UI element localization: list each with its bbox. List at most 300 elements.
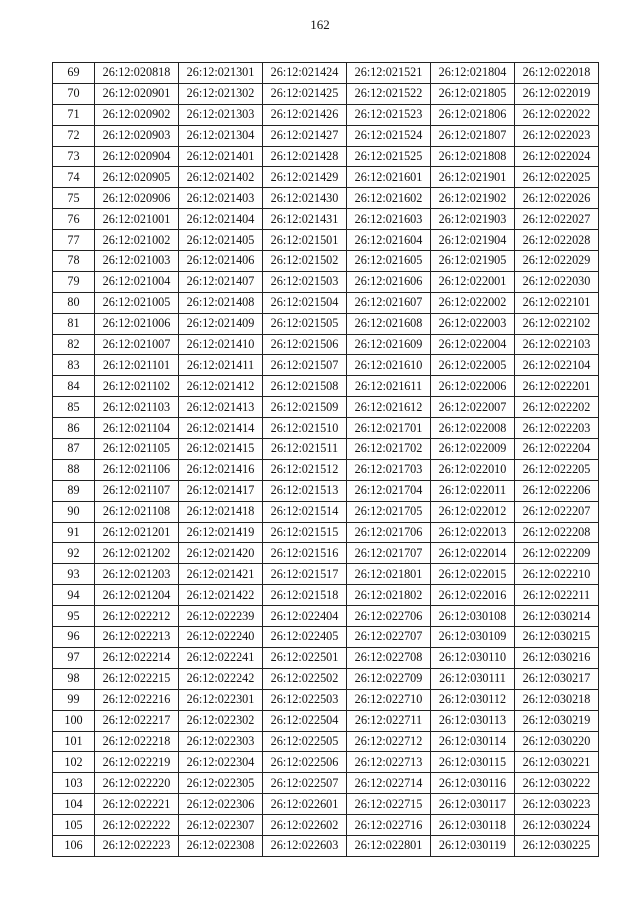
cadastral-number-cell: 26:12:021403	[179, 188, 263, 209]
cadastral-number-cell: 26:12:022603	[263, 835, 347, 856]
cadastral-number-cell: 26:12:030223	[515, 794, 599, 815]
cadastral-number-cell: 26:12:021431	[263, 209, 347, 230]
row-number-cell: 95	[53, 606, 95, 627]
cadastral-number-cell: 26:12:022710	[347, 689, 431, 710]
cadastral-number-cell: 26:12:022302	[179, 710, 263, 731]
cadastral-number-cell: 26:12:021515	[263, 522, 347, 543]
cadastral-number-cell: 26:12:021604	[347, 230, 431, 251]
cadastral-number-cell: 26:12:022212	[95, 606, 179, 627]
cadastral-number-cell: 26:12:021802	[347, 585, 431, 606]
cadastral-number-cell: 26:12:021003	[95, 251, 179, 272]
cadastral-number-cell: 26:12:022712	[347, 731, 431, 752]
row-number-cell: 94	[53, 585, 95, 606]
cadastral-number-cell: 26:12:020903	[95, 125, 179, 146]
cadastral-table	[52, 62, 599, 857]
cadastral-number-cell: 26:12:022028	[515, 230, 599, 251]
cadastral-number-cell: 26:12:022014	[431, 543, 515, 564]
cadastral-number-cell: 26:12:021602	[347, 188, 431, 209]
table-row	[53, 376, 599, 397]
cadastral-number-cell: 26:12:030219	[515, 710, 599, 731]
table-row	[53, 146, 599, 167]
cadastral-number-cell: 26:12:022216	[95, 689, 179, 710]
cadastral-number-cell: 26:12:022714	[347, 773, 431, 794]
cadastral-number-cell: 26:12:022208	[515, 522, 599, 543]
cadastral-number-cell: 26:12:030111	[431, 668, 515, 689]
table-row	[53, 397, 599, 418]
row-number-cell: 74	[53, 167, 95, 188]
cadastral-number-cell: 26:12:021102	[95, 376, 179, 397]
table-row	[53, 251, 599, 272]
row-number-cell: 96	[53, 627, 95, 648]
cadastral-number-cell: 26:12:022218	[95, 731, 179, 752]
cadastral-number-cell: 26:12:021302	[179, 83, 263, 104]
cadastral-number-cell: 26:12:021522	[347, 83, 431, 104]
cadastral-number-cell: 26:12:022029	[515, 251, 599, 272]
table-row	[53, 209, 599, 230]
row-number-cell: 86	[53, 418, 95, 439]
cadastral-number-cell: 26:12:022010	[431, 459, 515, 480]
cadastral-number-cell: 26:12:022506	[263, 752, 347, 773]
cadastral-number-cell: 26:12:030110	[431, 647, 515, 668]
cadastral-number-cell: 26:12:022015	[431, 564, 515, 585]
cadastral-number-cell: 26:12:021509	[263, 397, 347, 418]
row-number-cell: 104	[53, 794, 95, 815]
cadastral-number-cell: 26:12:030114	[431, 731, 515, 752]
row-number-cell: 99	[53, 689, 95, 710]
row-number-cell: 91	[53, 522, 95, 543]
cadastral-number-cell: 26:12:022104	[515, 355, 599, 376]
cadastral-number-cell: 26:12:030117	[431, 794, 515, 815]
cadastral-number-cell: 26:12:021108	[95, 501, 179, 522]
row-number-cell: 77	[53, 230, 95, 251]
row-number-cell: 81	[53, 313, 95, 334]
cadastral-number-cell: 26:12:021303	[179, 104, 263, 125]
cadastral-number-cell: 26:12:021004	[95, 271, 179, 292]
cadastral-number-cell: 26:12:022205	[515, 459, 599, 480]
cadastral-number-cell: 26:12:021703	[347, 459, 431, 480]
cadastral-number-cell: 26:12:021417	[179, 480, 263, 501]
cadastral-number-cell: 26:12:021606	[347, 271, 431, 292]
cadastral-number-cell: 26:12:021407	[179, 271, 263, 292]
cadastral-number-cell: 26:12:022003	[431, 313, 515, 334]
cadastral-number-cell: 26:12:022206	[515, 480, 599, 501]
row-number-cell: 106	[53, 835, 95, 856]
cadastral-number-cell: 26:12:022305	[179, 773, 263, 794]
row-number-cell: 85	[53, 397, 95, 418]
cadastral-number-cell: 26:12:022221	[95, 794, 179, 815]
table-row	[53, 230, 599, 251]
cadastral-number-cell: 26:12:022004	[431, 334, 515, 355]
cadastral-number-cell: 26:12:021104	[95, 418, 179, 439]
cadastral-number-cell: 26:12:022222	[95, 815, 179, 836]
cadastral-number-cell: 26:12:021601	[347, 167, 431, 188]
table-row	[53, 439, 599, 460]
table-row	[53, 668, 599, 689]
table-row	[53, 313, 599, 334]
table-row	[53, 627, 599, 648]
cadastral-number-cell: 26:12:020901	[95, 83, 179, 104]
cadastral-number-cell: 26:12:021706	[347, 522, 431, 543]
row-number-cell: 75	[53, 188, 95, 209]
cadastral-number-cell: 26:12:021510	[263, 418, 347, 439]
cadastral-number-cell: 26:12:030113	[431, 710, 515, 731]
table-row	[53, 104, 599, 125]
cadastral-number-cell: 26:12:022013	[431, 522, 515, 543]
row-number-cell: 89	[53, 480, 95, 501]
cadastral-number-cell: 26:12:021518	[263, 585, 347, 606]
table-row	[53, 564, 599, 585]
cadastral-number-cell: 26:12:021415	[179, 439, 263, 460]
cadastral-number-cell: 26:12:030225	[515, 835, 599, 856]
cadastral-number-cell: 26:12:021402	[179, 167, 263, 188]
table-row	[53, 773, 599, 794]
cadastral-number-cell: 26:12:022240	[179, 627, 263, 648]
cadastral-number-cell: 26:12:022203	[515, 418, 599, 439]
table-row	[53, 334, 599, 355]
row-number-cell: 101	[53, 731, 95, 752]
cadastral-number-cell: 26:12:021422	[179, 585, 263, 606]
cadastral-number-cell: 26:12:020905	[95, 167, 179, 188]
cadastral-number-cell: 26:12:022201	[515, 376, 599, 397]
cadastral-number-cell: 26:12:022308	[179, 835, 263, 856]
cadastral-number-cell: 26:12:022504	[263, 710, 347, 731]
cadastral-number-cell: 26:12:022709	[347, 668, 431, 689]
row-number-cell: 80	[53, 292, 95, 313]
cadastral-number-cell: 26:12:021523	[347, 104, 431, 125]
row-number-cell: 70	[53, 83, 95, 104]
cadastral-number-cell: 26:12:021702	[347, 439, 431, 460]
cadastral-number-cell: 26:12:021411	[179, 355, 263, 376]
cadastral-number-cell: 26:12:022211	[515, 585, 599, 606]
table-row	[53, 647, 599, 668]
row-number-cell: 78	[53, 251, 95, 272]
cadastral-number-cell: 26:12:022102	[515, 313, 599, 334]
table-row	[53, 710, 599, 731]
row-number-cell: 103	[53, 773, 95, 794]
cadastral-number-cell: 26:12:021521	[347, 63, 431, 84]
cadastral-number-cell: 26:12:030220	[515, 731, 599, 752]
cadastral-number-cell: 26:12:022242	[179, 668, 263, 689]
cadastral-number-cell: 26:12:021603	[347, 209, 431, 230]
row-number-cell: 105	[53, 815, 95, 836]
row-number-cell: 87	[53, 439, 95, 460]
cadastral-number-cell: 26:12:021807	[431, 125, 515, 146]
cadastral-number-cell: 26:12:021903	[431, 209, 515, 230]
cadastral-number-cell: 26:12:021107	[95, 480, 179, 501]
cadastral-number-cell: 26:12:022024	[515, 146, 599, 167]
cadastral-number-cell: 26:12:021301	[179, 63, 263, 84]
cadastral-number-cell: 26:12:021605	[347, 251, 431, 272]
cadastral-number-cell: 26:12:021524	[347, 125, 431, 146]
cadastral-number-cell: 26:12:030224	[515, 815, 599, 836]
cadastral-number-cell: 26:12:030119	[431, 835, 515, 856]
cadastral-number-cell: 26:12:021705	[347, 501, 431, 522]
cadastral-number-cell: 26:12:021101	[95, 355, 179, 376]
row-number-cell: 98	[53, 668, 95, 689]
cadastral-number-cell: 26:12:021512	[263, 459, 347, 480]
cadastral-number-cell: 26:12:021006	[95, 313, 179, 334]
cadastral-number-cell: 26:12:021905	[431, 251, 515, 272]
cadastral-number-cell: 26:12:021428	[263, 146, 347, 167]
cadastral-number-cell: 26:12:022503	[263, 689, 347, 710]
cadastral-number-cell: 26:12:021408	[179, 292, 263, 313]
cadastral-number-cell: 26:12:021611	[347, 376, 431, 397]
cadastral-number-cell: 26:12:021902	[431, 188, 515, 209]
cadastral-number-cell: 26:12:021007	[95, 334, 179, 355]
cadastral-number-cell: 26:12:021506	[263, 334, 347, 355]
table-row	[53, 83, 599, 104]
cadastral-number-cell: 26:12:022025	[515, 167, 599, 188]
row-number-cell: 102	[53, 752, 95, 773]
cadastral-number-cell: 26:12:022220	[95, 773, 179, 794]
cadastral-number-cell: 26:12:030222	[515, 773, 599, 794]
cadastral-number-cell: 26:12:022708	[347, 647, 431, 668]
table-row	[53, 835, 599, 856]
cadastral-number-cell: 26:12:022501	[263, 647, 347, 668]
cadastral-number-cell: 26:12:022306	[179, 794, 263, 815]
cadastral-number-cell: 26:12:021511	[263, 439, 347, 460]
cadastral-number-cell: 26:12:022239	[179, 606, 263, 627]
cadastral-number-cell: 26:12:021806	[431, 104, 515, 125]
cadastral-number-cell: 26:12:021429	[263, 167, 347, 188]
cadastral-number-cell: 26:12:022030	[515, 271, 599, 292]
cadastral-number-cell: 26:12:022001	[431, 271, 515, 292]
cadastral-number-cell: 26:12:022011	[431, 480, 515, 501]
row-number-cell: 82	[53, 334, 95, 355]
cadastral-number-cell: 26:12:021421	[179, 564, 263, 585]
cadastral-number-cell: 26:12:022505	[263, 731, 347, 752]
cadastral-number-cell: 26:12:021103	[95, 397, 179, 418]
cadastral-number-cell: 26:12:022405	[263, 627, 347, 648]
cadastral-number-cell: 26:12:030217	[515, 668, 599, 689]
cadastral-number-cell: 26:12:020906	[95, 188, 179, 209]
cadastral-number-cell: 26:12:022019	[515, 83, 599, 104]
row-number-cell: 93	[53, 564, 95, 585]
cadastral-number-cell: 26:12:021412	[179, 376, 263, 397]
cadastral-number-cell: 26:12:022027	[515, 209, 599, 230]
cadastral-number-cell: 26:12:021201	[95, 522, 179, 543]
row-number-cell: 76	[53, 209, 95, 230]
row-number-cell: 72	[53, 125, 95, 146]
cadastral-number-cell: 26:12:021410	[179, 334, 263, 355]
cadastral-number-cell: 26:12:022209	[515, 543, 599, 564]
cadastral-number-cell: 26:12:022023	[515, 125, 599, 146]
cadastral-number-cell: 26:12:021409	[179, 313, 263, 334]
table-row	[53, 167, 599, 188]
cadastral-number-cell: 26:12:021427	[263, 125, 347, 146]
cadastral-number-cell: 26:12:022601	[263, 794, 347, 815]
cadastral-number-cell: 26:12:021105	[95, 439, 179, 460]
cadastral-number-cell: 26:12:022103	[515, 334, 599, 355]
cadastral-number-cell: 26:12:021401	[179, 146, 263, 167]
cadastral-number-cell: 26:12:022204	[515, 439, 599, 460]
row-number-cell: 79	[53, 271, 95, 292]
row-number-cell: 92	[53, 543, 95, 564]
table-row	[53, 480, 599, 501]
cadastral-number-cell: 26:12:022715	[347, 794, 431, 815]
cadastral-number-cell: 26:12:021404	[179, 209, 263, 230]
row-number-cell: 71	[53, 104, 95, 125]
table-row	[53, 355, 599, 376]
cadastral-number-cell: 26:12:021414	[179, 418, 263, 439]
cadastral-number-cell: 26:12:021516	[263, 543, 347, 564]
cadastral-number-cell: 26:12:021608	[347, 313, 431, 334]
cadastral-number-cell: 26:12:022716	[347, 815, 431, 836]
cadastral-number-cell: 26:12:022007	[431, 397, 515, 418]
cadastral-number-cell: 26:12:022005	[431, 355, 515, 376]
cadastral-number-cell: 26:12:021106	[95, 459, 179, 480]
cadastral-number-cell: 26:12:030116	[431, 773, 515, 794]
table-row	[53, 501, 599, 522]
row-number-cell: 90	[53, 501, 95, 522]
cadastral-number-cell: 26:12:021504	[263, 292, 347, 313]
row-number-cell: 88	[53, 459, 95, 480]
table-row	[53, 271, 599, 292]
cadastral-number-cell: 26:12:021502	[263, 251, 347, 272]
cadastral-number-cell: 26:12:022202	[515, 397, 599, 418]
cadastral-number-cell: 26:12:030216	[515, 647, 599, 668]
cadastral-number-cell: 26:12:021612	[347, 397, 431, 418]
cadastral-number-cell: 26:12:030215	[515, 627, 599, 648]
table-row	[53, 63, 599, 84]
cadastral-number-cell: 26:12:021609	[347, 334, 431, 355]
cadastral-number-cell: 26:12:030221	[515, 752, 599, 773]
cadastral-number-cell: 26:12:022026	[515, 188, 599, 209]
cadastral-number-cell: 26:12:022602	[263, 815, 347, 836]
cadastral-number-cell: 26:12:021005	[95, 292, 179, 313]
row-number-cell: 83	[53, 355, 95, 376]
cadastral-number-cell: 26:12:021501	[263, 230, 347, 251]
cadastral-number-cell: 26:12:021513	[263, 480, 347, 501]
cadastral-number-cell: 26:12:021405	[179, 230, 263, 251]
cadastral-number-cell: 26:12:022223	[95, 835, 179, 856]
cadastral-number-cell: 26:12:022241	[179, 647, 263, 668]
cadastral-number-cell: 26:12:022713	[347, 752, 431, 773]
table-row	[53, 585, 599, 606]
cadastral-number-cell: 26:12:022502	[263, 668, 347, 689]
cadastral-number-cell: 26:12:021420	[179, 543, 263, 564]
cadastral-number-cell: 26:12:022507	[263, 773, 347, 794]
cadastral-number-cell: 26:12:021901	[431, 167, 515, 188]
row-number-cell: 97	[53, 647, 95, 668]
cadastral-number-cell: 26:12:021610	[347, 355, 431, 376]
cadastral-number-cell: 26:12:030112	[431, 689, 515, 710]
cadastral-number-cell: 26:12:022214	[95, 647, 179, 668]
cadastral-number-cell: 26:12:021514	[263, 501, 347, 522]
cadastral-table-container	[52, 62, 598, 857]
cadastral-number-cell: 26:12:030108	[431, 606, 515, 627]
table-row	[53, 188, 599, 209]
cadastral-number-cell: 26:12:022711	[347, 710, 431, 731]
cadastral-number-cell: 26:12:020904	[95, 146, 179, 167]
cadastral-number-cell: 26:12:021701	[347, 418, 431, 439]
table-row	[53, 459, 599, 480]
table-row	[53, 815, 599, 836]
cadastral-number-cell: 26:12:021413	[179, 397, 263, 418]
page-number: 162	[310, 17, 330, 32]
cadastral-number-cell: 26:12:022706	[347, 606, 431, 627]
cadastral-number-cell: 26:12:022006	[431, 376, 515, 397]
cadastral-number-cell: 26:12:021204	[95, 585, 179, 606]
table-row	[53, 543, 599, 564]
cadastral-number-cell: 26:12:021002	[95, 230, 179, 251]
cadastral-number-cell: 26:12:021001	[95, 209, 179, 230]
row-number-cell: 69	[53, 63, 95, 84]
cadastral-number-cell: 26:12:022207	[515, 501, 599, 522]
cadastral-number-cell: 26:12:020818	[95, 63, 179, 84]
cadastral-number-cell: 26:12:021416	[179, 459, 263, 480]
cadastral-number-cell: 26:12:022022	[515, 104, 599, 125]
cadastral-number-cell: 26:12:022217	[95, 710, 179, 731]
cadastral-number-cell: 26:12:022213	[95, 627, 179, 648]
cadastral-number-cell: 26:12:021904	[431, 230, 515, 251]
cadastral-number-cell: 26:12:021419	[179, 522, 263, 543]
table-row	[53, 292, 599, 313]
cadastral-number-cell: 26:12:030109	[431, 627, 515, 648]
cadastral-number-cell: 26:12:022009	[431, 439, 515, 460]
cadastral-number-cell: 26:12:022707	[347, 627, 431, 648]
cadastral-number-cell: 26:12:021804	[431, 63, 515, 84]
cadastral-number-cell: 26:12:022303	[179, 731, 263, 752]
cadastral-number-cell: 26:12:021808	[431, 146, 515, 167]
cadastral-number-cell: 26:12:022219	[95, 752, 179, 773]
cadastral-number-cell: 26:12:022008	[431, 418, 515, 439]
table-body	[53, 63, 599, 857]
cadastral-number-cell: 26:12:021503	[263, 271, 347, 292]
cadastral-number-cell: 26:12:021507	[263, 355, 347, 376]
cadastral-number-cell: 26:12:022307	[179, 815, 263, 836]
cadastral-number-cell: 26:12:021704	[347, 480, 431, 501]
cadastral-number-cell: 26:12:022301	[179, 689, 263, 710]
cadastral-number-cell: 26:12:021508	[263, 376, 347, 397]
row-number-cell: 100	[53, 710, 95, 731]
table-row	[53, 731, 599, 752]
cadastral-number-cell: 26:12:022101	[515, 292, 599, 313]
cadastral-number-cell: 26:12:021424	[263, 63, 347, 84]
cadastral-number-cell: 26:12:022018	[515, 63, 599, 84]
cadastral-number-cell: 26:12:021203	[95, 564, 179, 585]
cadastral-number-cell: 26:12:022002	[431, 292, 515, 313]
cadastral-number-cell: 26:12:021202	[95, 543, 179, 564]
table-row	[53, 606, 599, 627]
cadastral-number-cell: 26:12:021304	[179, 125, 263, 146]
cadastral-number-cell: 26:12:021517	[263, 564, 347, 585]
cadastral-number-cell: 26:12:030218	[515, 689, 599, 710]
cadastral-number-cell: 26:12:021805	[431, 83, 515, 104]
cadastral-number-cell: 26:12:022801	[347, 835, 431, 856]
table-row	[53, 125, 599, 146]
table-row	[53, 418, 599, 439]
cadastral-number-cell: 26:12:030214	[515, 606, 599, 627]
cadastral-number-cell: 26:12:030118	[431, 815, 515, 836]
cadastral-number-cell: 26:12:022404	[263, 606, 347, 627]
cadastral-number-cell: 26:12:020902	[95, 104, 179, 125]
cadastral-number-cell: 26:12:030115	[431, 752, 515, 773]
cadastral-number-cell: 26:12:021505	[263, 313, 347, 334]
row-number-cell: 73	[53, 146, 95, 167]
cadastral-number-cell: 26:12:022304	[179, 752, 263, 773]
cadastral-number-cell: 26:12:022016	[431, 585, 515, 606]
table-row	[53, 689, 599, 710]
cadastral-number-cell: 26:12:022215	[95, 668, 179, 689]
cadastral-number-cell: 26:12:021430	[263, 188, 347, 209]
cadastral-number-cell: 26:12:021406	[179, 251, 263, 272]
table-row	[53, 752, 599, 773]
cadastral-number-cell: 26:12:022210	[515, 564, 599, 585]
cadastral-number-cell: 26:12:021425	[263, 83, 347, 104]
cadastral-number-cell: 26:12:021525	[347, 146, 431, 167]
row-number-cell: 84	[53, 376, 95, 397]
